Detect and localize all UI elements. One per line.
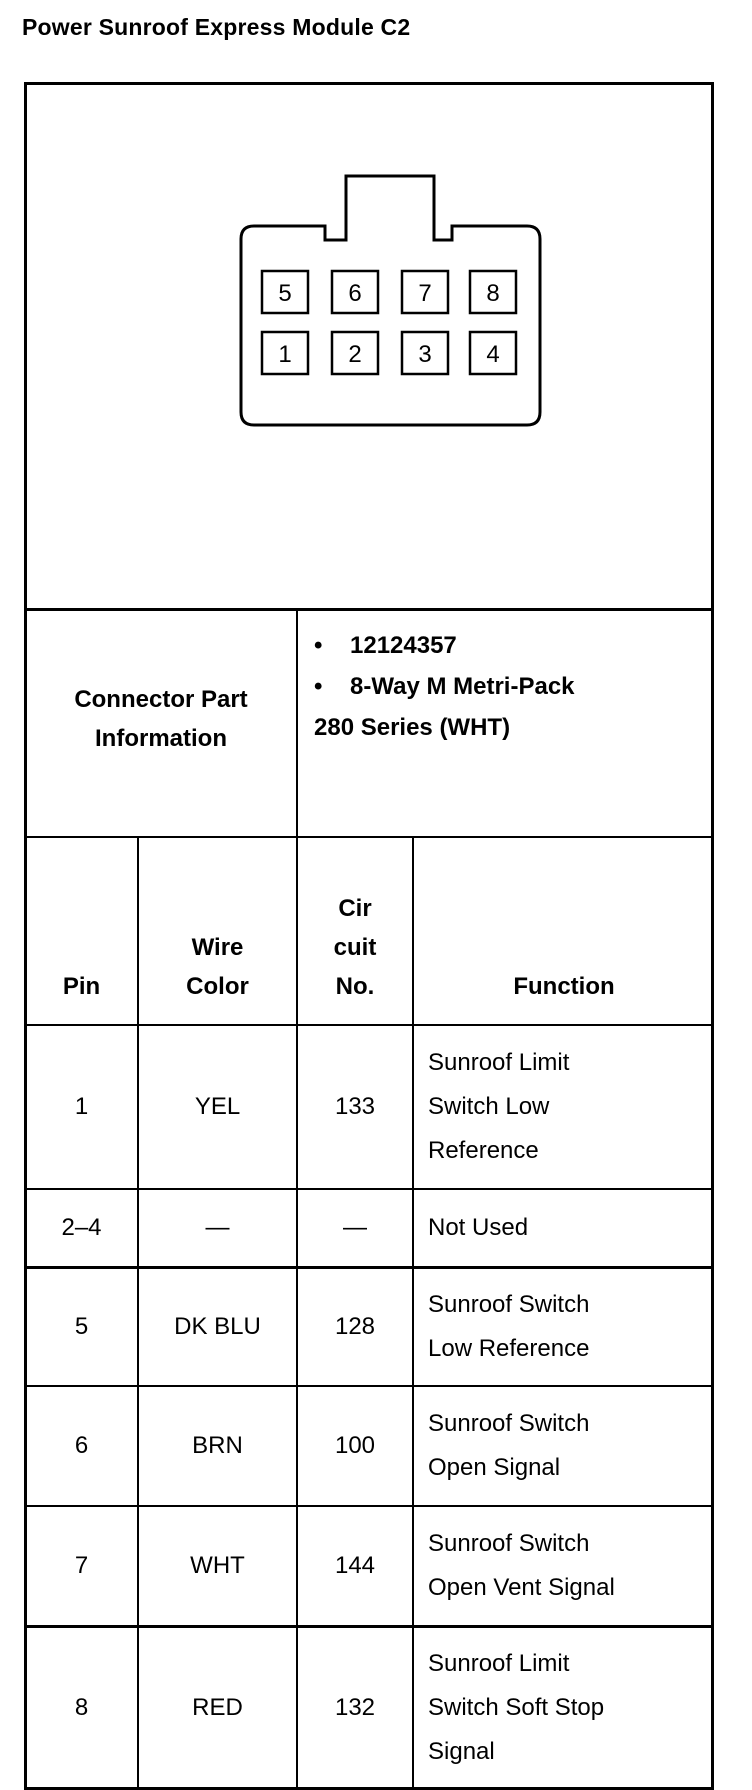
bullet-icon: • (314, 632, 323, 659)
divider-row-3 (24, 1385, 714, 1387)
pin-number-label: 2 (348, 341, 362, 368)
header-pin: Pin (62, 973, 101, 1000)
row-circuit-cell: 133 (334, 1093, 376, 1120)
part-info-label-line2: Information (95, 725, 227, 752)
divider-part-info (24, 836, 714, 838)
row-function-cell: Sunroof Switch Low Reference (428, 1291, 590, 1362)
part-number-line (314, 625, 704, 666)
row-wire-cell: BRN (192, 1432, 243, 1459)
row-pin-cell: 8 (74, 1694, 89, 1721)
header-circuit-no (298, 889, 412, 1006)
part-number: 12124357 (350, 632, 457, 659)
part-info-values (314, 625, 704, 748)
row-circuit-cell: 128 (334, 1313, 376, 1340)
divider-row-5 (24, 1625, 714, 1628)
part-info-label-line1: Connector Part (74, 686, 248, 713)
row-pin-cell: 1 (74, 1093, 89, 1120)
header-circuit-line2: cuit (333, 934, 377, 961)
connector-diagram (0, 0, 752, 600)
row-wire-cell: — (205, 1214, 230, 1241)
row-pin-cell: 5 (74, 1313, 89, 1340)
part-info-label (26, 680, 296, 758)
row-pin-cell: 6 (74, 1432, 89, 1459)
row-circuit-cell: 100 (334, 1432, 376, 1459)
row-wire-cell: DK BLU (174, 1313, 261, 1340)
pin-number-label: 4 (486, 341, 500, 368)
header-circuit-line1: Cir (338, 895, 372, 922)
row-circuit-cell: 144 (334, 1552, 376, 1579)
pin-number-label: 6 (348, 280, 362, 307)
row-function-cell: Sunroof Switch Open Vent Signal (428, 1530, 615, 1601)
row-function-cell: Sunroof Limit Switch Soft Stop Signal (428, 1650, 605, 1765)
header-wire-color (139, 928, 296, 1006)
connector-type: 8-Way M Metri-Pack (350, 673, 575, 700)
row-function-cell: Sunroof Switch Open Signal (428, 1410, 590, 1481)
row-function-cell: Sunroof Limit Switch Low Reference (428, 1049, 570, 1164)
divider-vertical-part-info (296, 609, 298, 839)
row-pin-cell: 7 (74, 1552, 89, 1579)
divider-header (24, 1024, 714, 1026)
header-wire-line2: Color (186, 973, 249, 1000)
row-pin-cell: 2–4 (61, 1214, 102, 1241)
row-wire-cell: RED (192, 1694, 243, 1721)
page-title: Power Sunroof Express Module C2 (22, 14, 411, 40)
divider-row-4 (24, 1505, 714, 1507)
divider-row-2 (24, 1266, 714, 1269)
row-wire-cell: WHT (190, 1552, 245, 1579)
pin-number-label: 5 (278, 280, 292, 307)
row-function-cell: Not Used (428, 1214, 529, 1241)
header-function: Function (513, 973, 615, 1000)
row-wire-cell: YEL (194, 1093, 241, 1120)
connector-type-line (314, 666, 704, 707)
bullet-icon: • (314, 673, 323, 700)
divider-diagram (24, 608, 714, 611)
connector-series: 280 Series (WHT) (314, 714, 511, 741)
pin-number-label: 7 (418, 280, 432, 307)
pin-number-label: 3 (418, 341, 432, 368)
row-circuit-cell: 132 (334, 1694, 376, 1721)
pin-number-label: 1 (278, 341, 292, 368)
header-circuit-line3: No. (335, 973, 375, 1000)
pin-number-label: 8 (486, 280, 500, 307)
header-wire-line1: Wire (191, 934, 244, 961)
row-circuit-cell: — (343, 1214, 367, 1241)
divider-row-1 (24, 1188, 714, 1190)
